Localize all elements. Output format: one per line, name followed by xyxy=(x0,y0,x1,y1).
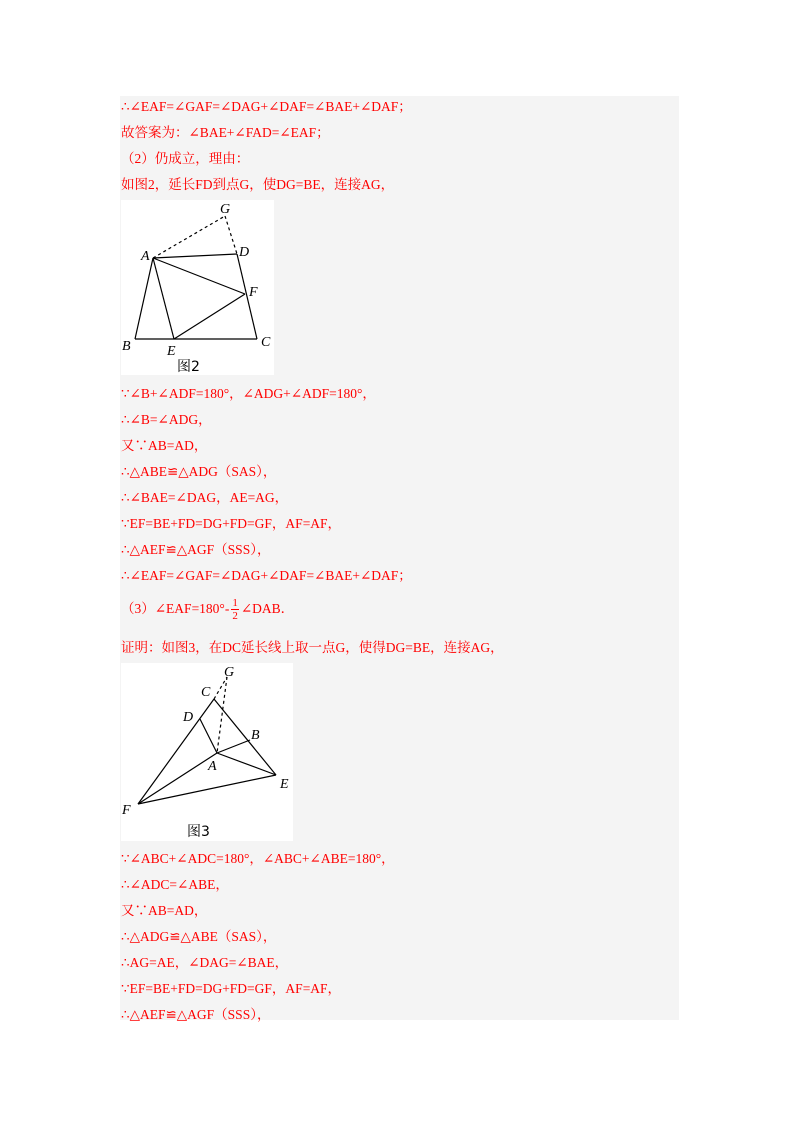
text-line: （2）仍成立，理由： xyxy=(121,151,250,166)
text-line: ∴△ABE≌△ADG（SAS）， xyxy=(121,464,277,479)
segment-AD xyxy=(153,254,237,258)
label-G: G xyxy=(220,202,231,217)
segment-AB xyxy=(217,740,250,753)
fraction-numerator: 1 xyxy=(232,597,238,610)
label-B: B xyxy=(122,339,131,354)
text-line: ∵EF=BE+FD=DG+FD=GF，AF=AF， xyxy=(121,516,342,531)
label-C: C xyxy=(261,335,271,350)
segment-AE xyxy=(153,258,174,339)
segment-AF xyxy=(153,258,245,294)
fraction-one-half xyxy=(231,597,239,622)
text-line: ∴∠EAF=∠GAF=∠DAG+∠DAF=∠BAE+∠DAF； xyxy=(121,568,412,583)
text-line: ∴∠EAF=∠GAF=∠DAG+∠DAF=∠BAE+∠DAF； xyxy=(121,99,412,114)
text-line: 如图2，延长FD到点G，使DG=BE，连接AG， xyxy=(121,177,395,192)
text-line: ∵EF=BE+FD=DG+FD=GF，AF=AF， xyxy=(121,981,342,996)
figure-2 xyxy=(121,200,274,375)
fraction-denominator: 2 xyxy=(232,610,238,623)
text-line: ∴∠BAE=∠DAG，AE=AG， xyxy=(121,490,289,505)
segment-AG-dashed xyxy=(153,216,225,258)
segment-EF xyxy=(174,294,245,339)
segment-FC xyxy=(138,699,214,804)
label-D: D xyxy=(239,245,250,260)
label-G: G xyxy=(224,665,235,680)
figure-3-caption: 图3 xyxy=(187,824,210,840)
figure-2-caption: 图2 xyxy=(177,359,200,375)
text-line: ∵∠ABC+∠ADC=180°，∠ABC+∠ABE=180°， xyxy=(121,851,395,866)
text-line: ∴△ADG≌△ABE（SAS）， xyxy=(121,929,277,944)
segment-FA xyxy=(138,753,217,804)
text-line: ∴∠B=∠ADG， xyxy=(121,412,212,427)
text-line-part3 xyxy=(121,596,294,622)
text-line: 故答案为：∠BAE+∠FAD=∠EAF； xyxy=(121,125,330,140)
text-line: 又∵AB=AD， xyxy=(121,903,208,918)
label-F: F xyxy=(249,285,258,300)
segment-GD-dashed xyxy=(225,216,237,254)
part3-suffix: ∠DAB． xyxy=(240,601,295,616)
segment-GA-dashed xyxy=(217,677,227,753)
label-E: E xyxy=(280,777,289,792)
text-line: ∴△AEF≌△AGF（SSS）， xyxy=(121,542,271,557)
label-E: E xyxy=(167,344,176,359)
text-line: ∴∠ADC=∠ABE， xyxy=(121,877,229,892)
figure-3 xyxy=(121,663,293,841)
part3-prefix: （3）∠EAF=180°- xyxy=(121,601,230,616)
label-A: A xyxy=(208,759,217,774)
label-D: D xyxy=(183,710,194,725)
label-F: F xyxy=(122,803,131,818)
text-line: 证明：如图3，在DC延长线上取一点G，使得DG=BE，连接AG， xyxy=(121,640,504,655)
label-C: C xyxy=(201,685,211,700)
text-line: 又∵AB=AD， xyxy=(121,438,208,453)
text-line: ∵∠B+∠ADF=180°，∠ADG+∠ADF=180°， xyxy=(121,386,376,401)
label-B: B xyxy=(251,728,260,743)
segment-FE xyxy=(138,775,276,804)
label-A: A xyxy=(141,249,150,264)
text-line: ∴AG=AE，∠DAG=∠BAE， xyxy=(121,955,289,970)
segment-BA xyxy=(135,258,153,339)
text-line: ∴△AEF≌△AGF（SSS）， xyxy=(121,1007,271,1022)
segment-DA xyxy=(200,719,217,753)
